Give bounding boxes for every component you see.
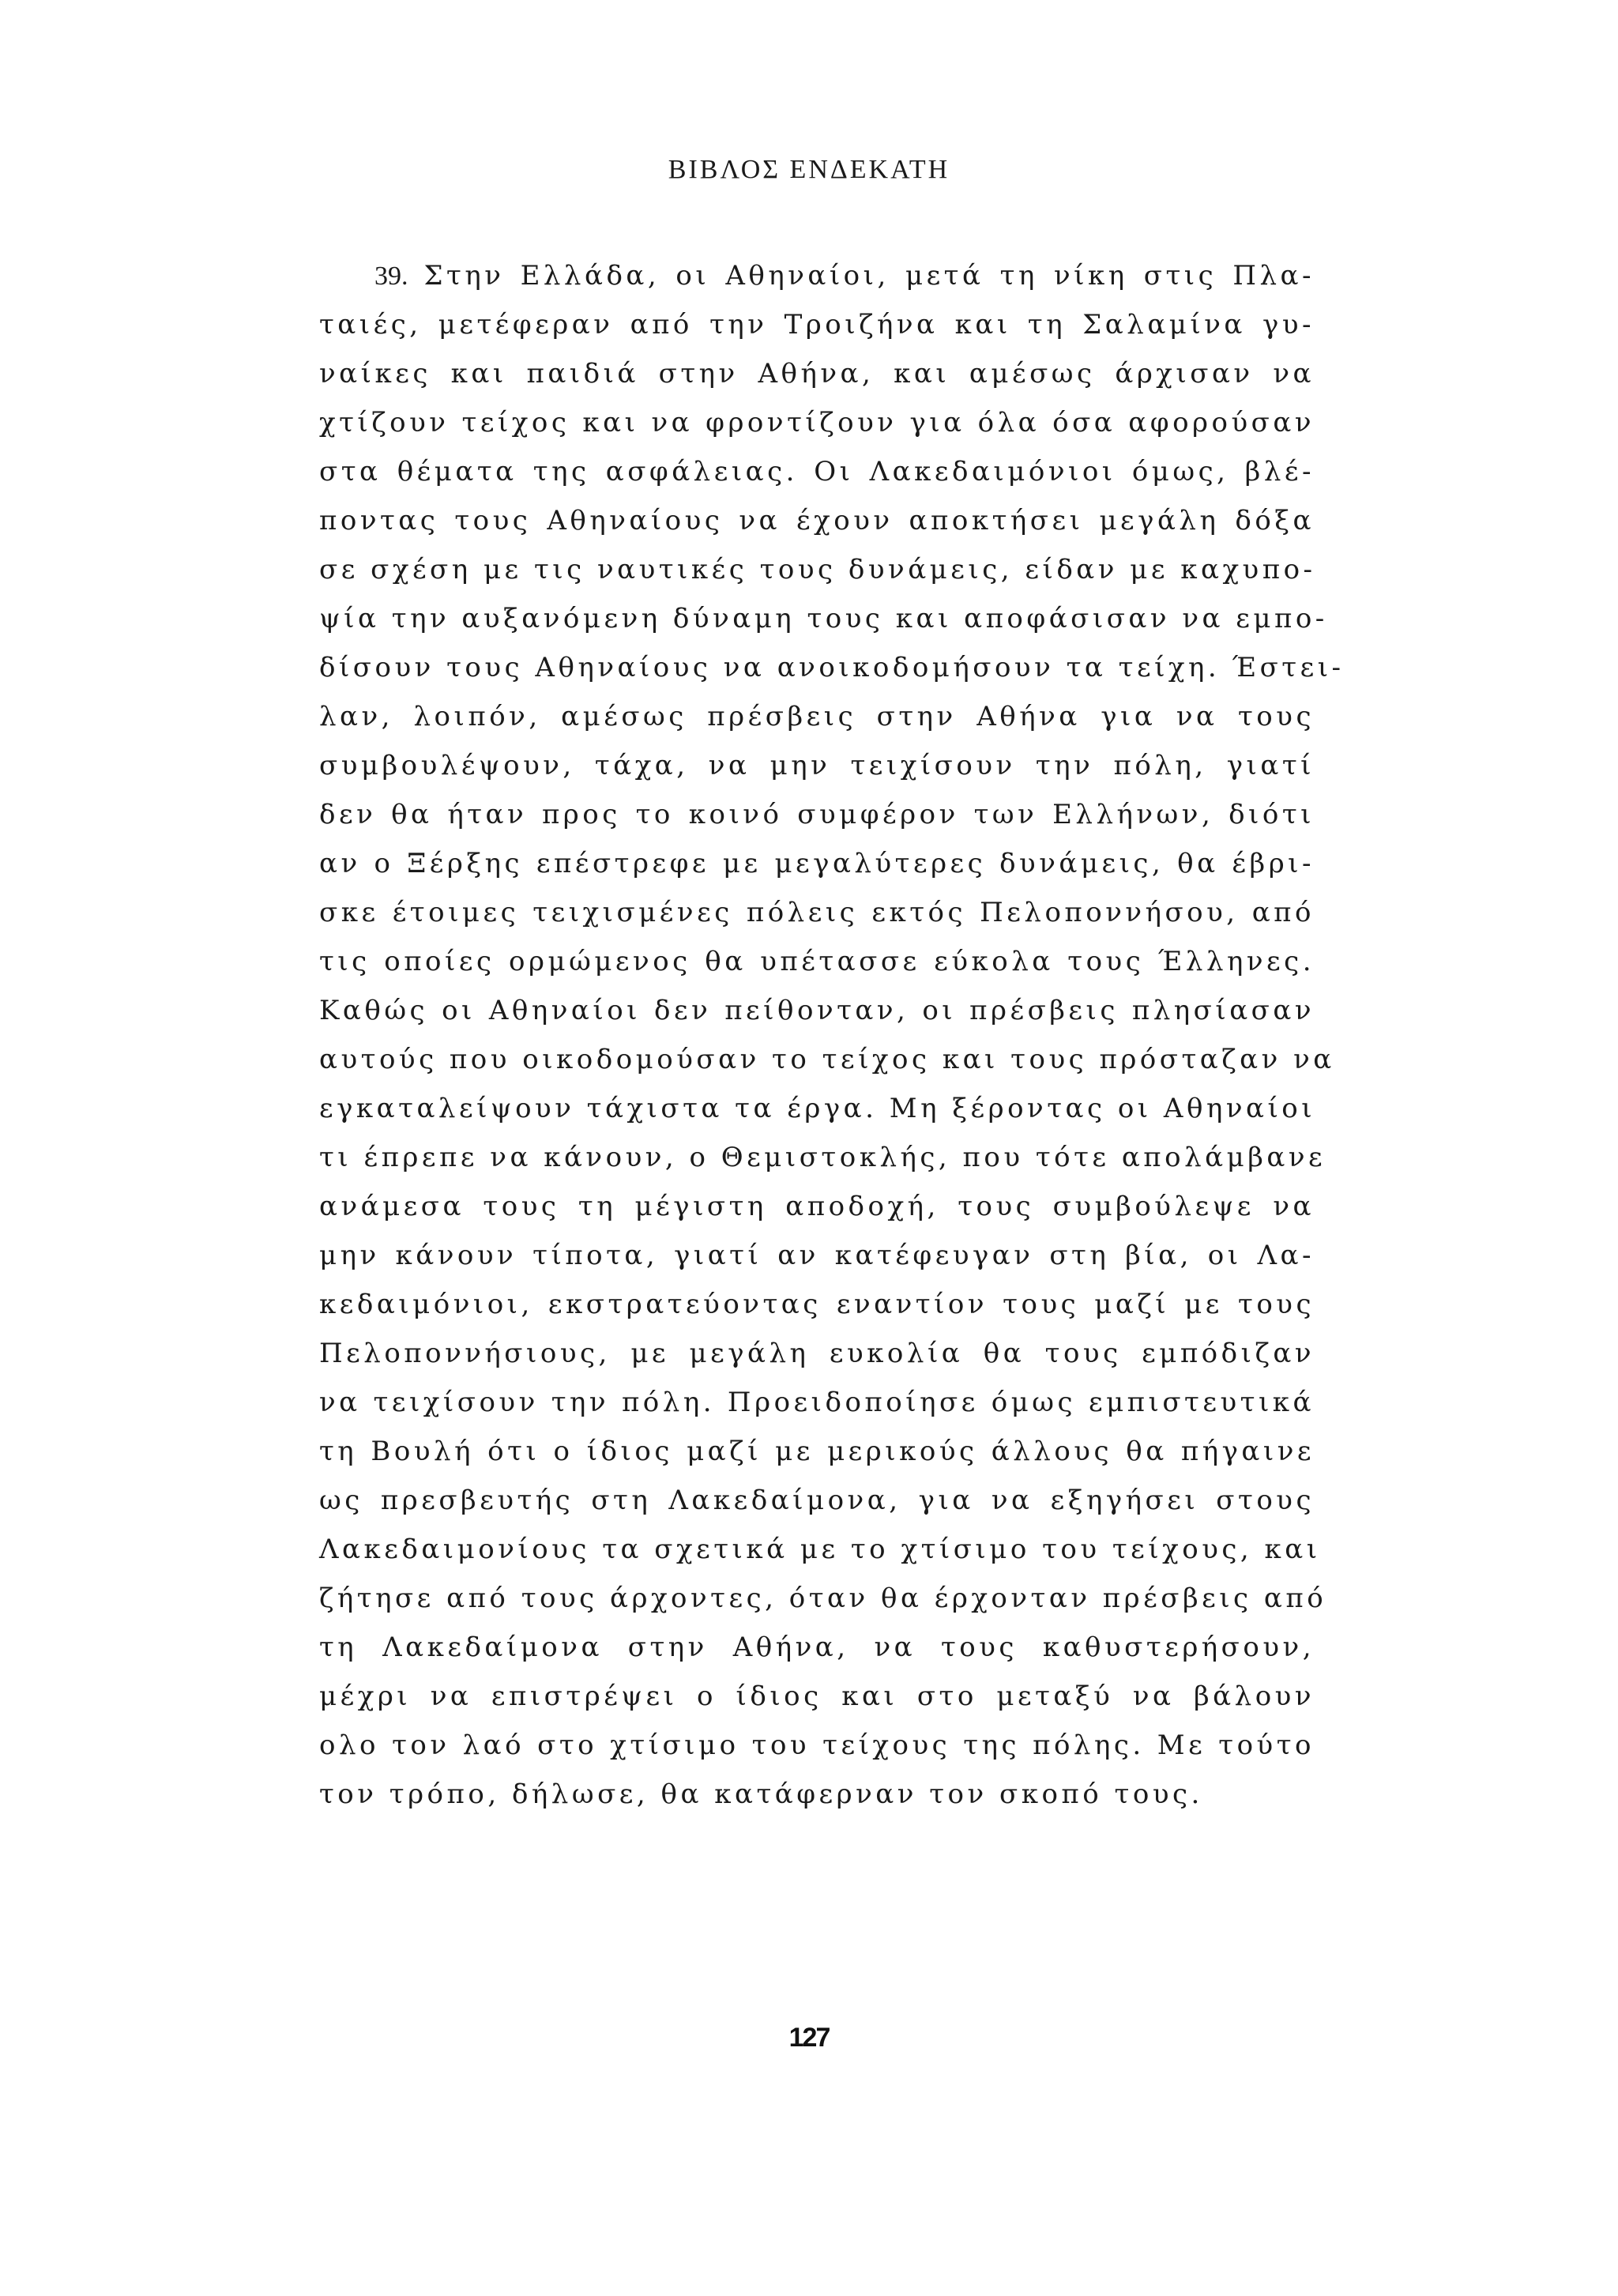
text-line: συμβουλέψουν, τάχα, να μην τειχίσουν την πόλη, γιατί xyxy=(319,750,1315,781)
text-line: εγκαταλείψουν τάχιστα τα έργα. Μη ξέροντας οι Αθηναίοι xyxy=(319,1093,1316,1124)
text-line: σε σχέση με τις ναυτικές τους δυνάμεις, είδαν με καχυπο- xyxy=(319,554,1316,585)
text-line: ζήτησε από τους άρχοντες, όταν θα έρχονταν πρέσβεις από xyxy=(319,1583,1327,1614)
text-line: τη Λακεδαίμονα στην Αθήνα, να τους καθυστερήσουν, xyxy=(319,1632,1315,1663)
text-line: δίσουν τους Αθηναίους να ανοικοδομήσουν τα τείχη. Έστει- xyxy=(319,652,1345,683)
text-line: Λακεδαιμονίους τα σχετικά με το χτίσιμο του τείχους, και xyxy=(319,1534,1321,1565)
section-39-text xyxy=(319,251,1345,1819)
section-number: 39. xyxy=(374,262,408,291)
text-line: αν ο Ξέρξης επέστρεφε με μεγαλύτερες δυνάμεις, θα έβρι- xyxy=(319,848,1315,879)
text-line: ως πρεσβευτής στη Λακεδαίμονα, για να εξηγήσει στους xyxy=(319,1485,1315,1516)
text-line: ναίκες και παιδιά στην Αθήνα, και αμέσως άρχισαν να xyxy=(319,358,1315,390)
text-line: μέχρι να επιστρέψει ο ίδιος και στο μεταξύ να βάλουν xyxy=(319,1681,1315,1712)
text-line: δεν θα ήταν προς το κοινό συμφέρον των Ελλήνων, διότι xyxy=(319,799,1315,830)
text-line: αυτούς που οικοδομούσαν το τείχος και τους πρόσταζαν να xyxy=(319,1044,1335,1075)
text-line: λαν, λοιπόν, αμέσως πρέσβεις στην Αθήνα για να τους xyxy=(319,701,1315,732)
text-line: μην κάνουν τίποτα, γιατί αν κατέφευγαν στη βία, οι Λα- xyxy=(319,1240,1315,1271)
text-line: ταιές, μετέφεραν από την Τροιζήνα και τη Σαλαμίνα γυ- xyxy=(319,309,1315,341)
running-title: ΒΙΒΛΟΣ ΕΝΔΕΚΑΤΗ xyxy=(668,155,950,184)
text-line: κεδαιμόνιοι, εκστρατεύοντας εναντίον τους μαζί με τους xyxy=(319,1289,1315,1320)
text-line: ποντας τους Αθηναίους να έχουν αποκτήσει μεγάλη δόξα xyxy=(319,505,1315,536)
text-line: ψία την αυξανόμενη δύναμη τους και αποφάσισαν να εμπο- xyxy=(319,603,1328,634)
text-line: να τειχίσουν την πόλη. Προειδοποίησε όμως εμπιστευτικά xyxy=(319,1387,1315,1418)
text-line: ολο τον λαό στο χτίσιμο του τείχους της πόλης. Με τούτο xyxy=(319,1730,1315,1761)
text-line: Καθώς οι Αθηναίοι δεν πείθονταν, οι πρέσβεις πλησίασαν xyxy=(319,995,1315,1026)
text-line: χτίζουν τείχος και να φροντίζουν για όλα όσα αφορούσαν xyxy=(319,407,1315,438)
text-line: σκε έτοιμες τειχισμένες πόλεις εκτός Πελοποννήσου, από xyxy=(319,897,1315,928)
text-line: τη Βουλή ότι ο ίδιος μαζί με μερικούς άλλους θα πήγαινε xyxy=(319,1436,1315,1467)
text-line: τις οποίες ορμώμενος θα υπέτασσε εύκολα τους Έλληνες. xyxy=(319,946,1315,977)
text-line: στα θέματα της ασφάλειας. Οι Λακεδαιμόνιοι όμως, βλέ- xyxy=(319,456,1315,487)
text-line: Πελοποννήσιους, με μεγάλη ευκολία θα τους εμπόδιζαν xyxy=(319,1338,1315,1369)
text-line: 39. Στην Ελλάδα, οι Αθηναίοι, μετά τη νίκη στις Πλα- xyxy=(374,260,1315,292)
text-line: τι έπρεπε να κάνουν, ο Θεμιστοκλής, που τότε απολάμβανε xyxy=(319,1142,1326,1173)
text-line: ανάμεσα τους τη μέγιστη αποδοχή, τους συμβούλεψε να xyxy=(319,1191,1315,1222)
page-number: 127 xyxy=(788,2023,830,2053)
text-line: τον τρόπο, δήλωσε, θα κατάφερναν τον σκοπό τους. xyxy=(319,1778,1203,1810)
